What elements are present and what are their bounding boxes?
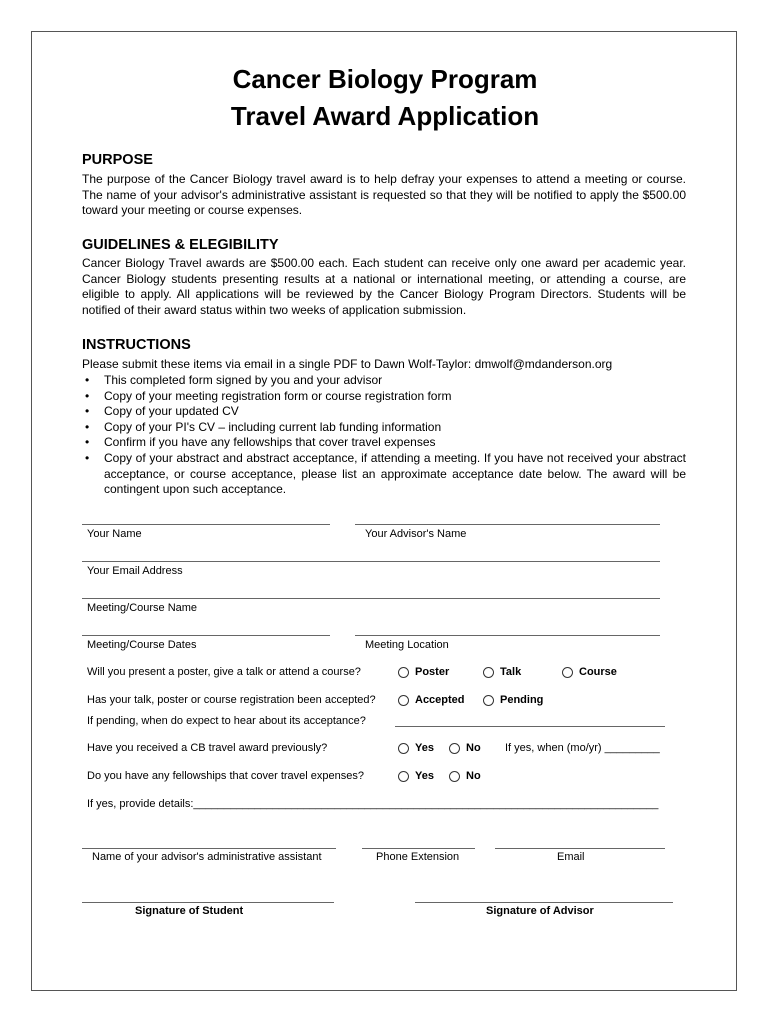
accepted-question: Has your talk, poster or course registration been accepted? (87, 694, 376, 706)
form-title-line2: Travel Award Application (230, 101, 540, 131)
radio-circle-icon (398, 695, 409, 706)
meeting-dates-label: Meeting/Course Dates (87, 639, 197, 651)
assistant-email-label: Email (557, 851, 585, 863)
list-item: • Confirm if you have any fellowships that cover travel expenses (82, 435, 686, 451)
list-item: • Copy of your meeting registration form or course registration form (82, 389, 686, 405)
radio-circle-icon (449, 743, 460, 754)
email-field[interactable] (82, 561, 660, 562)
present-question: Will you present a poster, give a talk or attend a course? (87, 666, 361, 678)
received-question: Have you received a CB travel award previously? (87, 742, 328, 754)
advisor-signature-label: Signature of Advisor (486, 905, 594, 917)
meeting-name-label: Meeting/Course Name (87, 602, 198, 614)
list-item: • Copy of your updated CV (82, 404, 686, 420)
instructions-heading: INSTRUCTIONS (82, 337, 191, 353)
talk-radio[interactable]: Talk (483, 666, 521, 678)
radio-circle-icon (483, 667, 494, 678)
meeting-dates-field[interactable] (82, 635, 330, 636)
your-name-label: Your Name (87, 528, 142, 540)
poster-radio[interactable]: Poster (398, 666, 449, 678)
instructions-intro: Please submit these items via email in a single PDF to Dawn Wolf-Taylor: dmwolf@mdanderson.org (82, 357, 613, 371)
radio-circle-icon (398, 743, 409, 754)
details-field[interactable]: If yes, provide details:____________________________________________________________________________ (87, 798, 659, 810)
fellowships-no-radio[interactable]: No (449, 770, 481, 782)
advisor-name-field[interactable] (355, 524, 660, 525)
purpose-text: The purpose of the Cancer Biology travel award is to help defray your expenses to attend a meeting or course. The name of your advisor's administrative assistant is requested so that they will be notified to apply the $500.00 toward your meeting or course expenses. (82, 172, 686, 217)
fellowships-question: Do you have any fellowships that cover travel expenses? (87, 770, 364, 782)
pending-radio[interactable]: Pending (483, 694, 543, 706)
list-item: • Copy of your abstract and abstract acceptance, if attending a meeting. If you have not received your abstract acceptance, or course acceptance, please list an approximate acceptance date below. The award will be contingent upon such acceptance. (82, 451, 686, 498)
advisor-name-label: Your Advisor's Name (365, 528, 467, 540)
radio-circle-icon (449, 771, 460, 782)
phone-extension-field[interactable] (362, 848, 475, 849)
advisor-signature-field[interactable] (415, 902, 673, 903)
pending-date-field[interactable] (395, 726, 665, 727)
radio-circle-icon (483, 695, 494, 706)
assistant-name-field[interactable] (82, 848, 336, 849)
guidelines-text: Cancer Biology Travel awards are $500.00 each. Each student can receive only one award per academic year. Cancer Biology students presenting results at a national or international meeting, or attending a course, are eligible to apply. All applications will be reviewed by the Cancer Biology Program Directors. Students will be notified of their award status within two weeks of application submission. (82, 256, 686, 317)
email-label: Your Email Address (87, 565, 183, 577)
form-title-line1: Cancer Biology Program (232, 64, 538, 94)
accepted-radio[interactable]: Accepted (398, 694, 465, 706)
course-radio[interactable]: Course (562, 666, 617, 678)
fellowships-yes-radio[interactable]: Yes (398, 770, 434, 782)
received-no-radio[interactable]: No (449, 742, 481, 754)
list-item: • Copy of your PI's CV – including current lab funding information (82, 420, 686, 436)
list-item: • This completed form signed by you and your advisor (82, 373, 686, 389)
purpose-heading: PURPOSE (82, 152, 153, 168)
pending-question: If pending, when do expect to hear about its acceptance? (87, 715, 366, 727)
received-yes-radio[interactable]: Yes (398, 742, 434, 754)
meeting-name-field[interactable] (82, 598, 660, 599)
instructions-list (82, 373, 686, 498)
your-name-field[interactable] (82, 524, 330, 525)
guidelines-heading: GUIDELINES & ELEGIBILITY (82, 237, 279, 253)
phone-extension-label: Phone Extension (376, 851, 460, 863)
assistant-email-field[interactable] (495, 848, 665, 849)
student-signature-field[interactable] (82, 902, 334, 903)
assistant-name-label: Name of your advisor's administrative assistant (92, 851, 322, 863)
meeting-location-field[interactable] (355, 635, 660, 636)
radio-circle-icon (398, 667, 409, 678)
student-signature-label: Signature of Student (135, 905, 244, 917)
received-when-field[interactable]: If yes, when (mo/yr) _________ (505, 742, 660, 754)
radio-circle-icon (562, 667, 573, 678)
meeting-location-label: Meeting Location (365, 639, 449, 651)
radio-circle-icon (398, 771, 409, 782)
